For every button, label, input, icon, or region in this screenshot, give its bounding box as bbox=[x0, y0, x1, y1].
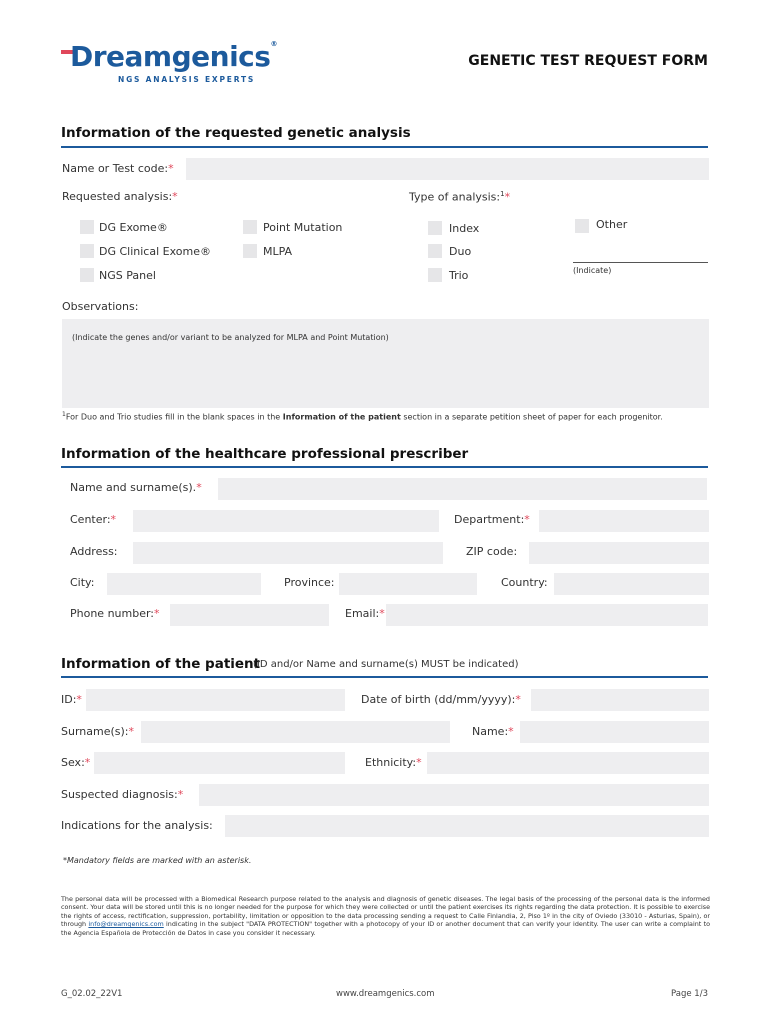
logo bbox=[70, 40, 277, 73]
mandatory-note: *Mandatory fields are marked with an asterisk. bbox=[63, 856, 252, 865]
city-label: City: bbox=[70, 576, 95, 589]
suspected-diagnosis-field[interactable] bbox=[199, 784, 709, 806]
checkbox-other[interactable] bbox=[575, 219, 589, 233]
prescriber-name-field[interactable] bbox=[218, 478, 707, 500]
duo-trio-footnote: $^1$For Duo and Trio studies fill in the blank spaces in the Information of the patient section in a separate petition sheet of paper for each progenitor. bbox=[62, 411, 663, 422]
indications-field[interactable] bbox=[225, 815, 709, 837]
center-field[interactable] bbox=[133, 510, 439, 532]
logo-tagline: NGS ANALYSIS EXPERTS bbox=[118, 75, 256, 84]
observations-label: Observations: bbox=[62, 300, 139, 313]
observations-field[interactable] bbox=[62, 319, 709, 408]
checkbox-label: Point Mutation bbox=[263, 221, 343, 234]
website-link[interactable]: www.dreamgenics.com bbox=[336, 989, 435, 999]
indications-label: Indications for the analysis: bbox=[61, 819, 213, 832]
patient-id-label: ID:* bbox=[61, 693, 82, 706]
section-divider bbox=[61, 676, 708, 678]
test-code-field[interactable] bbox=[186, 158, 709, 180]
checkbox-label: DG Clinical Exome® bbox=[99, 245, 211, 258]
data-protection-notice: The personal data will be processed with a Biomedical Research purpose related to the analysis and diagnosis of genetic diseases. The legal basis of the processing of the personal data is the informed consent. Your data will be stored until this is no longer needed for the purpose for which they were collected or until the patient exercises its rights regarding the data protection. It is possible to exercise the rights of access, rectification, suppression, portability, limitation or opposition to the data processing sending a request to Calle Finlandia, 2, Piso 1º in the city of Oviedo (33010 - Asturias, Spain), or through info@dreamgenics.com indicating in the subject "DATA PROTECTION" together with a photocopy of your ID or another document that can verify your identity. The user can write a complaint to the Agencia Española de Protección de Datos in case you consider it necessary. bbox=[61, 895, 710, 937]
patient-surname-field[interactable] bbox=[141, 721, 450, 743]
city-field[interactable] bbox=[107, 573, 261, 595]
checkbox-label: Duo bbox=[449, 245, 472, 258]
province-field[interactable] bbox=[339, 573, 477, 595]
checkbox-label: Index bbox=[449, 222, 480, 235]
checkbox-ngs-panel[interactable] bbox=[80, 268, 94, 282]
other-indicate-line[interactable] bbox=[573, 262, 708, 263]
country-label: Country: bbox=[501, 576, 548, 589]
date-of-birth-field[interactable] bbox=[531, 689, 709, 711]
patient-name-label: Name:* bbox=[472, 725, 514, 738]
country-field[interactable] bbox=[554, 573, 709, 595]
center-label: Center:* bbox=[70, 513, 117, 526]
zip-code-label: ZIP code: bbox=[466, 545, 518, 558]
checkbox-label: Other bbox=[596, 218, 628, 231]
page-number: Page 1/3 bbox=[671, 989, 708, 999]
document-code: G_02.02_22V1 bbox=[61, 989, 123, 999]
ethnicity-label: Ethnicity:* bbox=[365, 756, 422, 769]
checkbox-point-mutation[interactable] bbox=[243, 220, 257, 234]
sex-field[interactable] bbox=[94, 752, 345, 774]
section-divider bbox=[61, 466, 708, 468]
checkbox-label: NGS Panel bbox=[99, 269, 156, 282]
phone-field[interactable] bbox=[170, 604, 329, 626]
form-title: GENETIC TEST REQUEST FORM bbox=[468, 53, 708, 69]
checkbox-label: MLPA bbox=[263, 245, 293, 258]
checkbox-dg-clinical-exome[interactable] bbox=[80, 244, 94, 258]
type-of-analysis-label: Type of analysis:$^1$* bbox=[409, 190, 511, 204]
phone-label: Phone number:* bbox=[70, 607, 160, 620]
indicate-hint: (Indicate) bbox=[573, 266, 612, 275]
patient-id-field[interactable] bbox=[86, 689, 345, 711]
address-label: Address: bbox=[70, 545, 118, 558]
checkbox-duo[interactable] bbox=[428, 244, 442, 258]
province-label: Province: bbox=[284, 576, 335, 589]
section-requested-analysis-title: Information of the requested genetic analysis bbox=[61, 125, 411, 141]
section-prescriber-title: Information of the healthcare professional prescriber bbox=[61, 446, 469, 462]
email-label: Email:* bbox=[345, 607, 385, 620]
patient-surname-label: Surname(s):* bbox=[61, 725, 134, 738]
section-patient-title: Information of the patient bbox=[61, 656, 261, 672]
checkbox-dg-exome[interactable] bbox=[80, 220, 94, 234]
checkbox-label: DG Exome® bbox=[99, 221, 168, 234]
requested-analysis-label: Requested analysis:* bbox=[62, 190, 178, 203]
logo-text: Dreamgenics bbox=[70, 40, 271, 73]
section-divider bbox=[61, 146, 708, 148]
observations-placeholder: (Indicate the genes and/or variant to be analyzed for MLPA and Point Mutation) bbox=[72, 333, 389, 342]
checkbox-label: Trio bbox=[449, 269, 469, 282]
department-field[interactable] bbox=[539, 510, 709, 532]
zip-code-field[interactable] bbox=[529, 542, 709, 564]
checkbox-mlpa[interactable] bbox=[243, 244, 257, 258]
logo-reg-mark: ® bbox=[270, 40, 277, 48]
privacy-email-link[interactable]: info@dreamgenics.com bbox=[88, 920, 164, 929]
address-field[interactable] bbox=[133, 542, 443, 564]
date-of-birth-label: Date of birth (dd/mm/yyyy):* bbox=[361, 693, 521, 706]
suspected-diagnosis-label: Suspected diagnosis:* bbox=[61, 788, 184, 801]
prescriber-name-label: Name and surname(s).* bbox=[70, 481, 202, 494]
test-code-label: Name or Test code:* bbox=[62, 162, 174, 175]
sex-label: Sex:* bbox=[61, 756, 91, 769]
section-patient-note: (ID and/or Name and surname(s) MUST be indicated) bbox=[253, 659, 519, 670]
patient-name-field[interactable] bbox=[520, 721, 709, 743]
checkbox-index[interactable] bbox=[428, 221, 442, 235]
checkbox-trio[interactable] bbox=[428, 268, 442, 282]
department-label: Department:* bbox=[454, 513, 530, 526]
email-field[interactable] bbox=[386, 604, 708, 626]
ethnicity-field[interactable] bbox=[427, 752, 709, 774]
